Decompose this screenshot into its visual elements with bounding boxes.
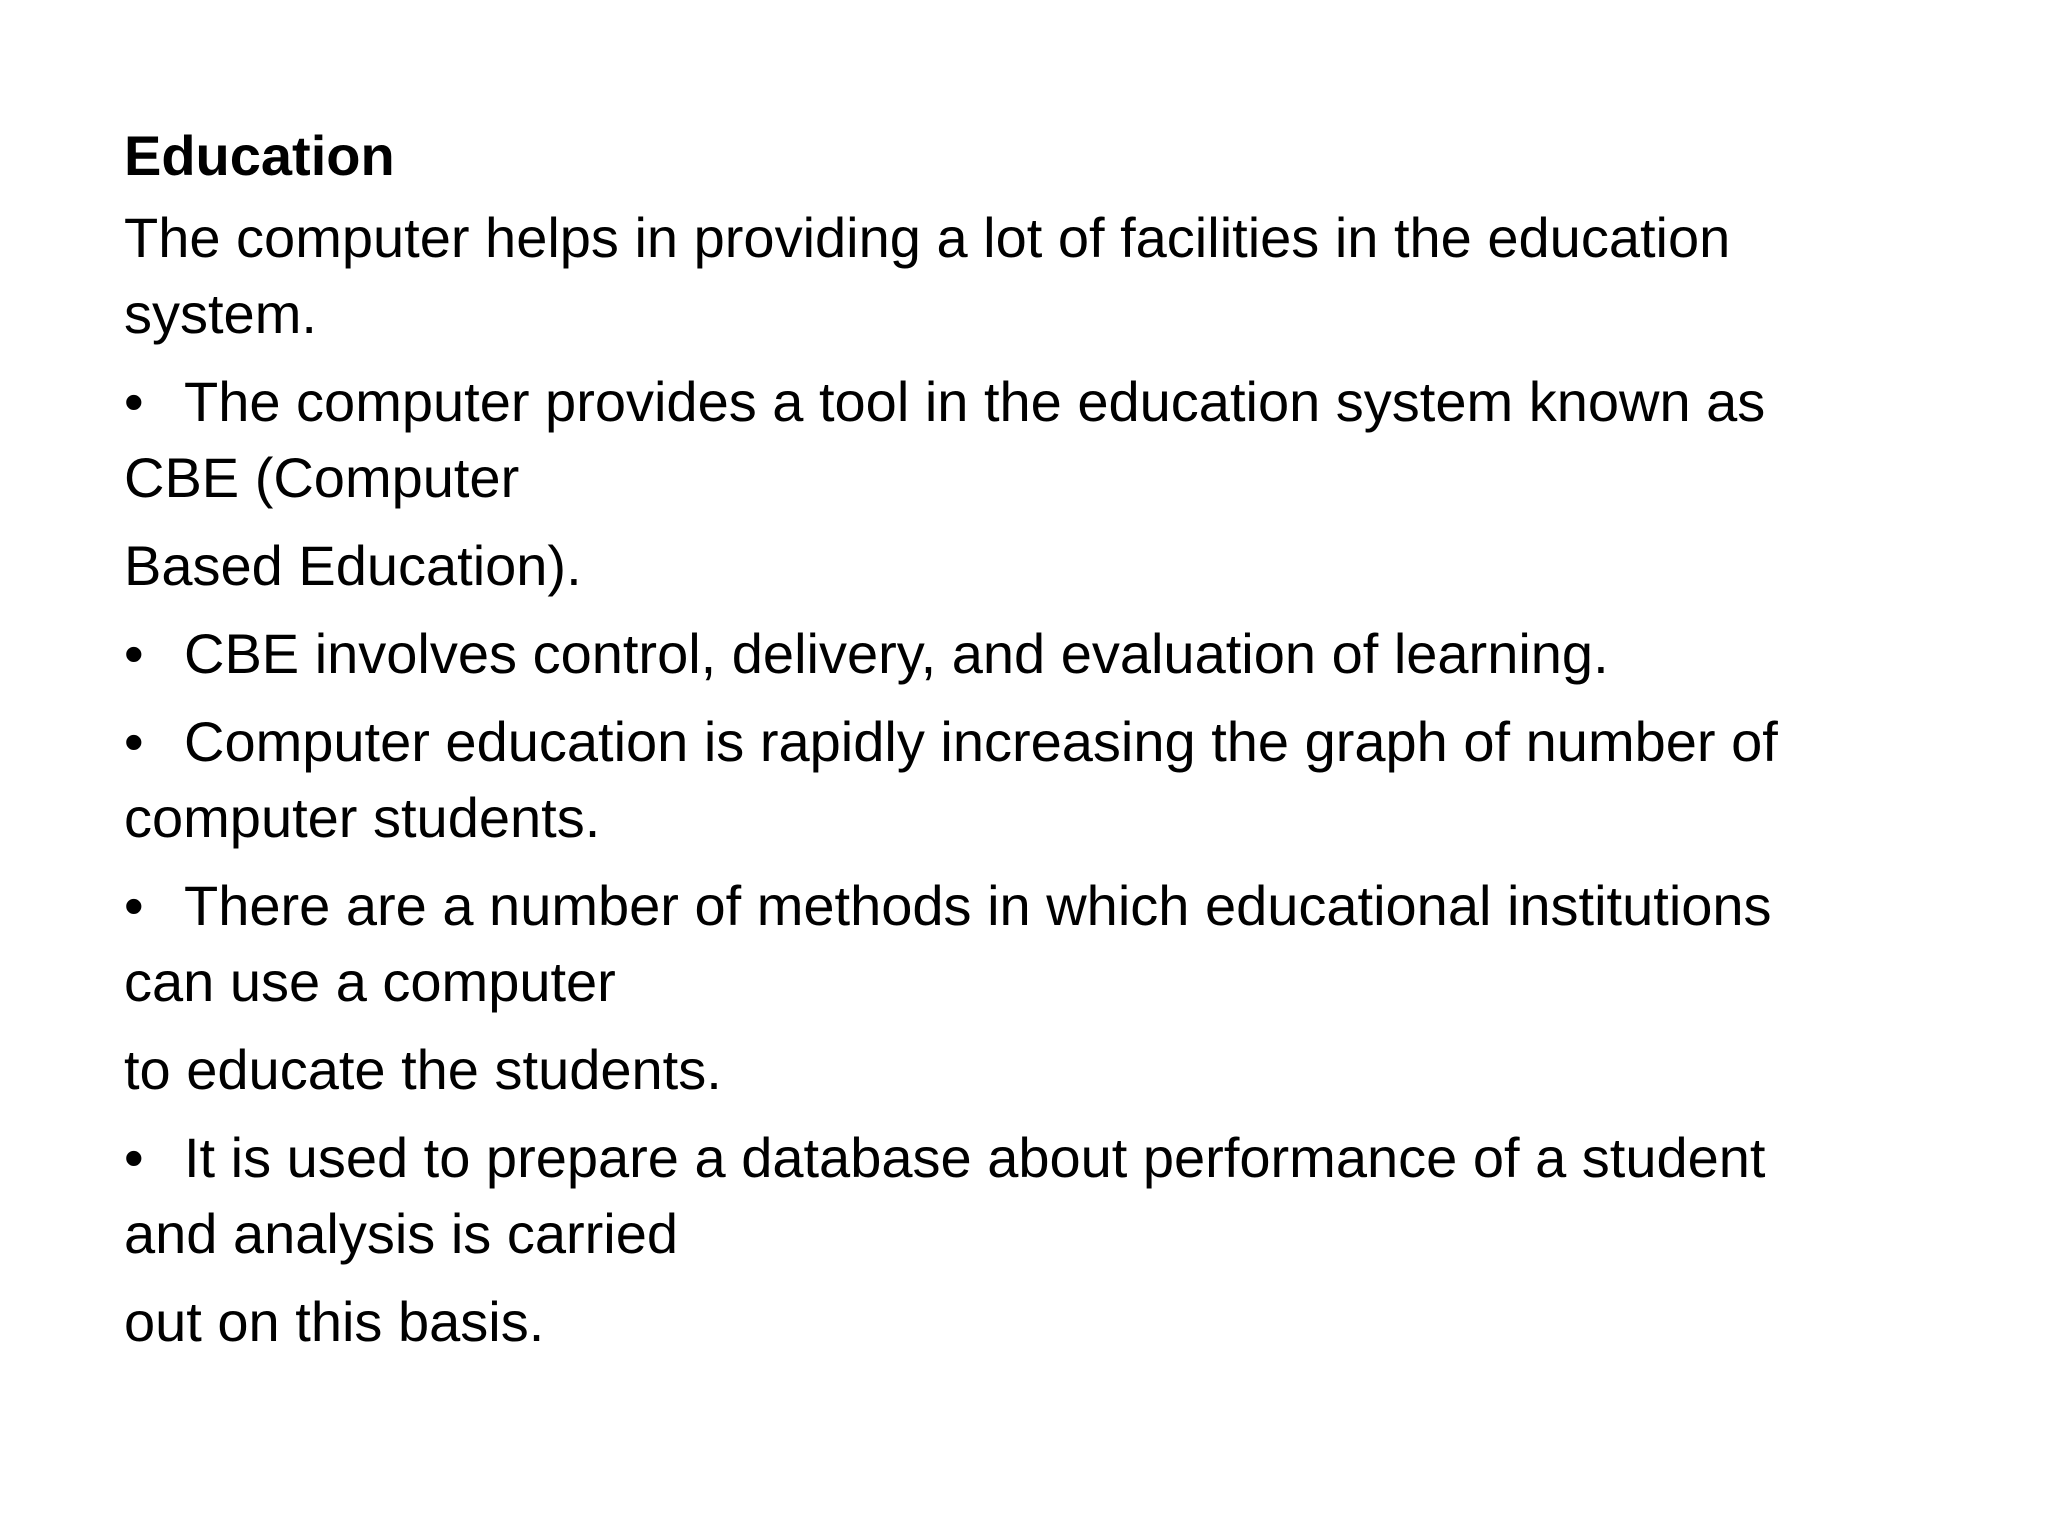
slide-title: Education	[124, 124, 395, 187]
text-line: to educate the students.	[124, 1038, 722, 1101]
text-line: • The computer provides a tool in the education system known as	[124, 364, 1924, 440]
slide-content	[124, 118, 1924, 1372]
bullet-item-cbe-involves	[124, 616, 1924, 692]
text-line: • There are a number of methods in which educational institutions	[124, 868, 1924, 944]
bullet-item-cbe-tool	[124, 364, 1924, 516]
bullet-icon: •	[124, 1126, 144, 1189]
text-line: • CBE involves control, delivery, and evaluation of learning.	[124, 616, 1924, 692]
paragraph-continuation	[124, 528, 1924, 604]
paragraph-continuation	[124, 1032, 1924, 1108]
bullet-icon: •	[124, 622, 144, 685]
text-line: out on this basis.	[124, 1290, 545, 1353]
text-line: can use a computer	[124, 950, 616, 1013]
text-line: system.	[124, 282, 317, 345]
text-line: • Computer education is rapidly increasing the graph of number of	[124, 704, 1924, 780]
text-line: and analysis is carried	[124, 1202, 679, 1265]
text-line: Based Education).	[124, 534, 582, 597]
bullet-icon: •	[124, 370, 144, 433]
bullet-item-database	[124, 1120, 1924, 1272]
paragraph-intro	[124, 200, 1924, 352]
bullet-item-methods	[124, 868, 1924, 1020]
bullet-item-computer-education	[124, 704, 1924, 856]
bullet-icon: •	[124, 710, 144, 773]
paragraph-continuation	[124, 1284, 1924, 1360]
text-line: computer students.	[124, 786, 601, 849]
text-line: • It is used to prepare a database about performance of a student	[124, 1120, 1924, 1196]
bullet-icon: •	[124, 874, 144, 937]
text-line: The computer helps in providing a lot of facilities in the education	[124, 206, 1731, 269]
text-line: CBE (Computer	[124, 446, 520, 509]
